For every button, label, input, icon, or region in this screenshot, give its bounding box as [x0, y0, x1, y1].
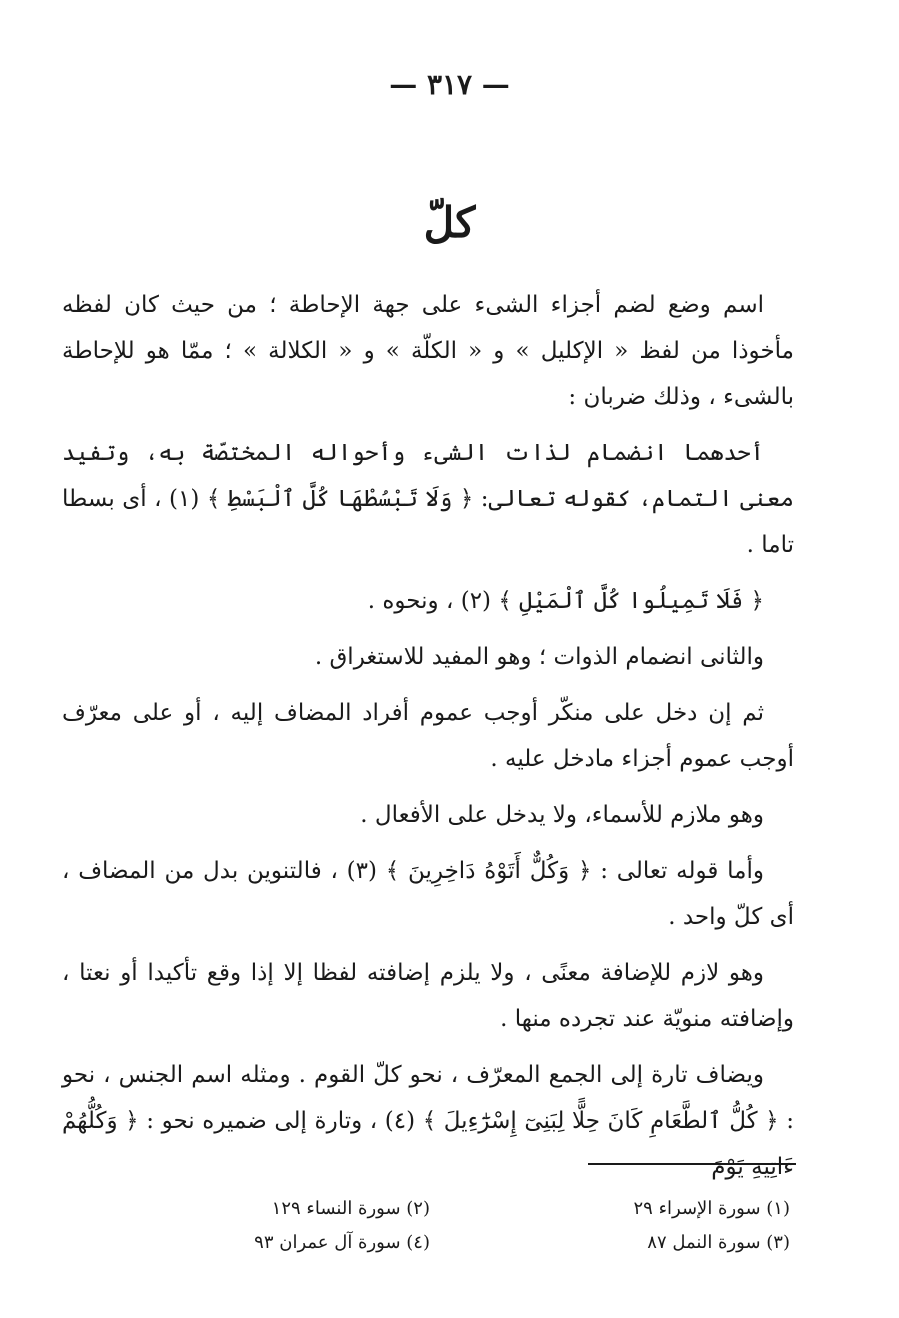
footnotes: [230, 1192, 790, 1260]
paragraph-indefinite-definite: ثم إن دخل على منكّر أوجب عموم أفراد المضاف إليه ، أو على معرّف أوجب عموم أجزاء مادخل عليه .: [62, 700, 794, 772]
paragraph-noun-only: وهو ملازم للأسماء، ولا يدخل على الأفعال .: [360, 802, 764, 828]
paragraph-definition: اسم وضع لضم أجزاء الشىء على جهة الإحاطة ؛ من حيث كان لفظه مأخوذا من لفظ « الإكليل » و « الكلّة » و « الكلالة » ؛ ممّا هو للإحاطة بالشىء ، وذلك ضربان :: [62, 292, 794, 410]
paragraph-idafa: وهو لازم للإضافة معنًى ، ولا يلزم إضافته لفظا إلا إذا وقع تأكيدا أو نعتا ، وإضافته منويّة عند تجرده منها .: [62, 960, 794, 1032]
paragraph-first-type: أحدهما انضمام لذات الشىء وأحواله المختصّة به، وتفيد معنى التمام، كقوله تعالى: ﴿ وَلَا تَبْسُطْهَا كُلَّ ٱلْبَسْطِ ﴾ (١) ، أى بسطا تاما .: [62, 440, 794, 558]
paragraph-tanween: وأما قوله تعالى : ﴿ وَكُلٌّ أَتَوْهُ دَاخِرِينَ ﴾ (٣) ، فالتنوين بدل من المضاف ، أى كلّ واحد .: [62, 858, 794, 930]
paragraph-annexation: ويضاف تارة إلى الجمع المعرّف ، نحو كلّ القوم . ومثله اسم الجنس ، نحو : ﴿ كُلُّ ٱلطَّعَامِ كَانَ حِلًّا لِبَنِىٓ إِسْرَٰٓءِيلَ ﴾ (٤) ، وتارة إلى ضميره نحو : ﴿ وَكُلُّهُمْ ءَاتِيهِ يَوْمَ: [62, 1062, 794, 1180]
page-number: — ٣١٧ —: [389, 68, 510, 101]
paragraph-second-type: والثانى انضمام الذوات ؛ وهو المفيد للاستغراق .: [314, 644, 764, 670]
footnote-2: (٢) سورة النساء ١٢٩: [271, 1198, 430, 1219]
footnote-1: (١) سورة الإسراء ٢٩: [633, 1198, 790, 1219]
entry-body: [62, 282, 794, 1200]
entry-title: كلّ: [423, 198, 476, 247]
footnote-row: [230, 1226, 790, 1260]
paragraph-verse-example: ﴿ فَلَا تَمِيلُوا كُلَّ ٱلْمَيْلِ ﴾ (٢) ، ونحوه .: [367, 588, 764, 614]
footnote-4: (٤) سورة آل عمران ٩٣: [254, 1232, 430, 1253]
footnote-divider: [588, 1163, 796, 1165]
footnote-3: (٣) سورة النمل ٨٧: [647, 1232, 790, 1253]
footnote-row: [230, 1192, 790, 1226]
